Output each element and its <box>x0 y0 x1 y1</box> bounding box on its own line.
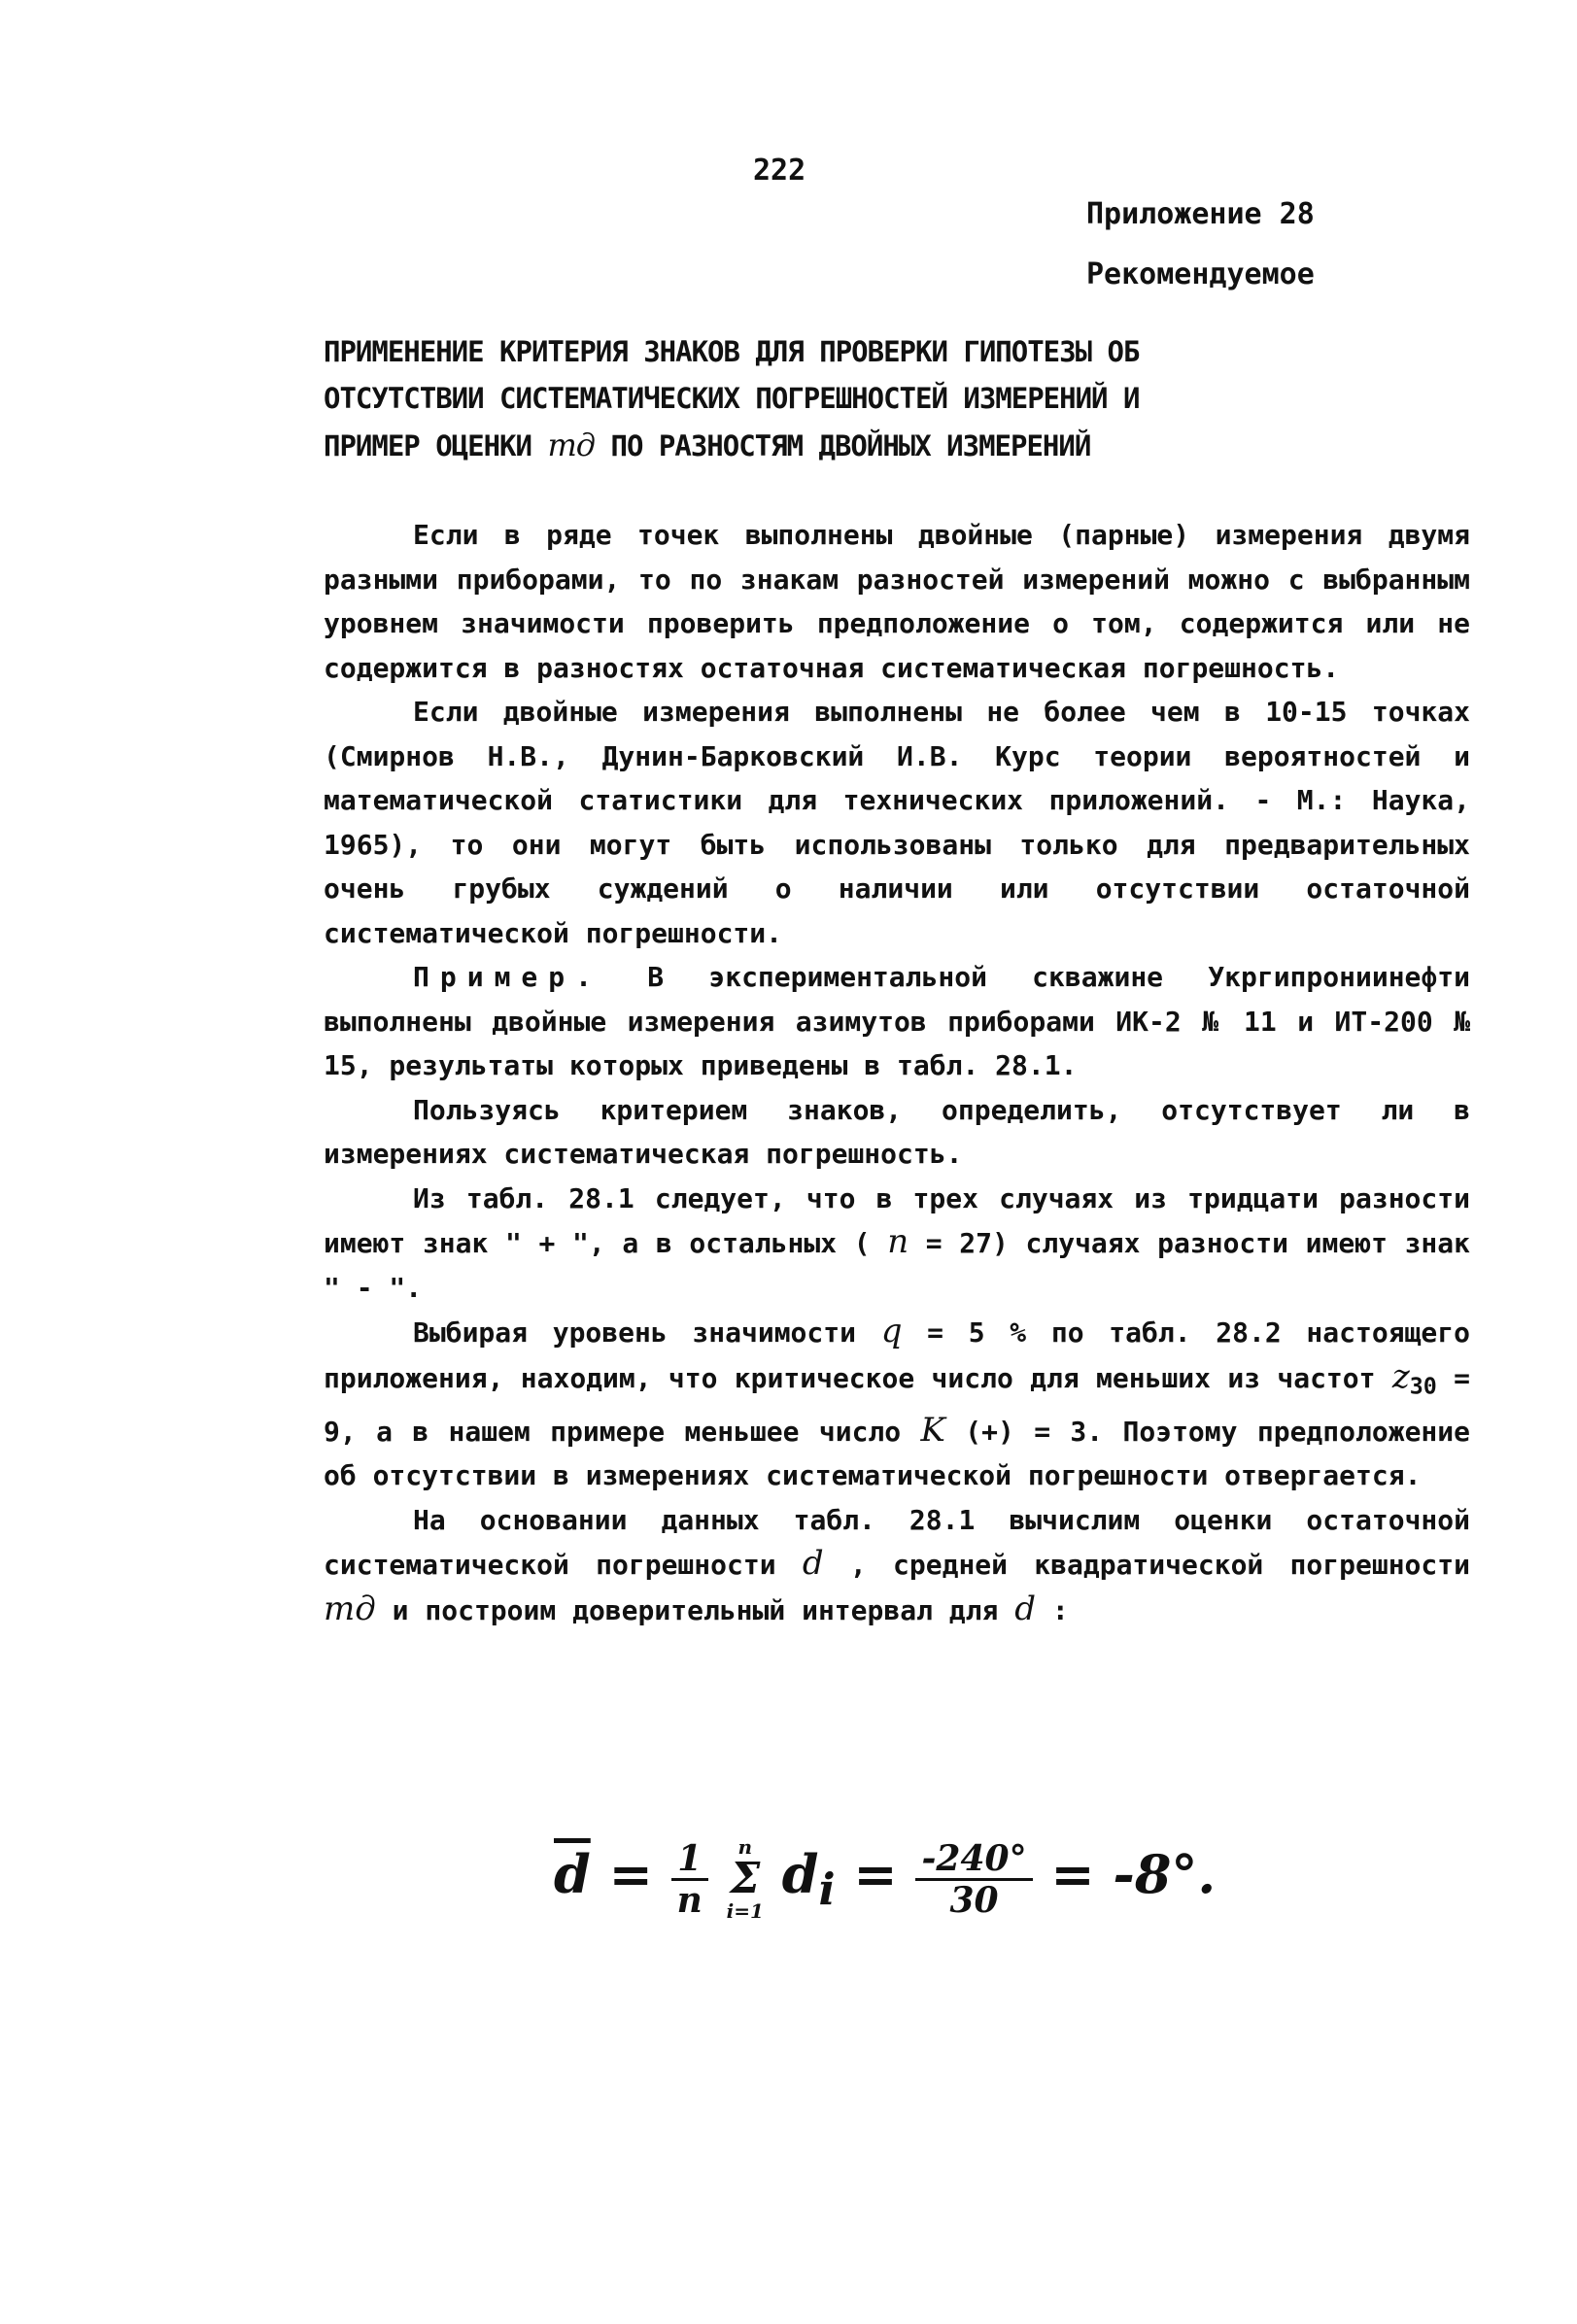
math-q: q <box>880 1312 903 1350</box>
title-line-1: ПРИМЕНЕНИЕ КРИТЕРИЯ ЗНАКОВ ДЛЯ ПРОВЕРКИ ГИПОТЕЗЫ ОБ <box>324 335 1140 368</box>
paragraph-5-part-b: = 27) случаях разности имеют знак " - ". <box>324 1227 1471 1304</box>
title-line-3-pre: ПРИМЕР ОЦЕНКИ <box>324 429 548 462</box>
sum-sign: Σ <box>730 1854 761 1903</box>
title-line-2: ОТСУТСТВИИ СИСТЕМАТИЧЕСКИХ ПОГРЕШНОСТЕЙ ИЗМЕРЕНИЙ И <box>324 382 1140 415</box>
formula-result: = -8°. <box>1050 1843 1217 1906</box>
paragraph-2: Если двойные измерения выполнены не более чем в 10-15 точках (Смирнов Н.В., Дунин-Барковский И.В. Курс теории вероятностей и математической статистики для технических приложений. - М.: Наука, 1965), то они могут быть использованы только для предварительных очень грубых суждений о наличии или отсутствии остаточной систематической погрешности. <box>324 696 1470 949</box>
paragraph-4: Пользуясь критерием знаков, определить, отсутствует ли в измерениях систематическая погрешность. <box>324 1093 1470 1170</box>
sum-upper: n <box>737 1835 753 1859</box>
math-d: d <box>802 1544 824 1584</box>
formula-sum <box>727 1836 764 1922</box>
title-symbol-ma: mд <box>547 427 596 463</box>
formula-equals: = <box>608 1843 653 1906</box>
paragraph-6 <box>324 1310 1470 1498</box>
title-line-3-post: ПО РАЗНОСТЯМ ДВОЙНЫХ ИЗМЕРЕНИЙ <box>595 429 1091 462</box>
fraction-1-numerator: 1 <box>671 1839 708 1881</box>
paragraph-7-part-c: и построим доверительный интервал для <box>375 1593 1015 1626</box>
fraction-2-denominator: 30 <box>949 1879 999 1921</box>
paragraph-5-part-a: Из табл. 28.1 следует, что в трех случаях из тридцати разности имеют знак " + ", а в остальных ( <box>324 1181 1470 1259</box>
formula-term: d <box>781 1843 819 1906</box>
math-m: mд <box>324 1589 376 1628</box>
math-k: K <box>920 1410 945 1450</box>
recommended-label: Рекомендуемое <box>1086 257 1315 291</box>
formula-fraction-1 <box>671 1839 708 1920</box>
sum-lower: i=1 <box>726 1899 764 1923</box>
math-z-subscript: 30 <box>1409 1372 1437 1400</box>
paragraph-5 <box>324 1177 1470 1311</box>
paragraph-7-part-b: , средней квадратической погрешности <box>823 1549 1470 1582</box>
formula-equals-2: = <box>853 1843 898 1906</box>
math-n: n <box>887 1222 909 1261</box>
paragraph-1: Если в ряде точек выполнены двойные (парные) измерения двумя разными приборами, то по знакам разностей измерений можно с выбранным уровнем значимости проверить предположение о том, содержится или не содержится в разностях остаточная систематическая погрешность. <box>324 519 1470 684</box>
math-z: z <box>1391 1356 1410 1396</box>
formula-fraction-2 <box>915 1839 1032 1920</box>
section-title <box>324 328 1324 469</box>
paragraph-3 <box>324 955 1470 1088</box>
formula-lhs: $\overline{d}$ <box>554 1843 591 1906</box>
math-d-bar: d <box>1014 1589 1037 1628</box>
appendix-label: Приложение 28 <box>1086 197 1315 231</box>
example-label: Пример. <box>413 961 603 993</box>
body-text <box>324 513 1470 1632</box>
paragraph-7-end: : <box>1036 1593 1069 1626</box>
page-number: 222 <box>753 154 806 188</box>
paragraph-7-part-a: На основании данных табл. 28.1 вычислим оценки остаточной систематической погрешности <box>324 1503 1470 1582</box>
paragraph-6-part-a: Выбирая уровень значимости <box>413 1316 881 1349</box>
title-line-3 <box>324 422 1324 469</box>
formula-term-subscript: i <box>818 1863 836 1915</box>
paragraph-7 <box>324 1498 1470 1633</box>
paragraph-6-part-c: = 9, а в нашем примере меньшее число <box>324 1361 1470 1448</box>
fraction-2-numerator: -240° <box>915 1839 1032 1881</box>
paragraph-6-part-b: = 5 % по табл. 28.2 настоящего приложения, находим, что критическое число для меньших из частот <box>324 1316 1470 1394</box>
fraction-1-denominator: n <box>676 1879 703 1921</box>
paragraph-6-part-d: (+) = 3. Поэтому предположение об отсутствии в измерениях систематической погрешности отвергается. <box>324 1415 1470 1492</box>
mean-formula <box>554 1836 1216 1922</box>
paragraph-3-text: В экспериментальной скважине Укргипрониинефти выполнены двойные измерения азимутов приборами ИК-2 № 11 и ИТ-200 № 15, результаты которых приведены в табл. 28.1. <box>324 961 1470 1081</box>
